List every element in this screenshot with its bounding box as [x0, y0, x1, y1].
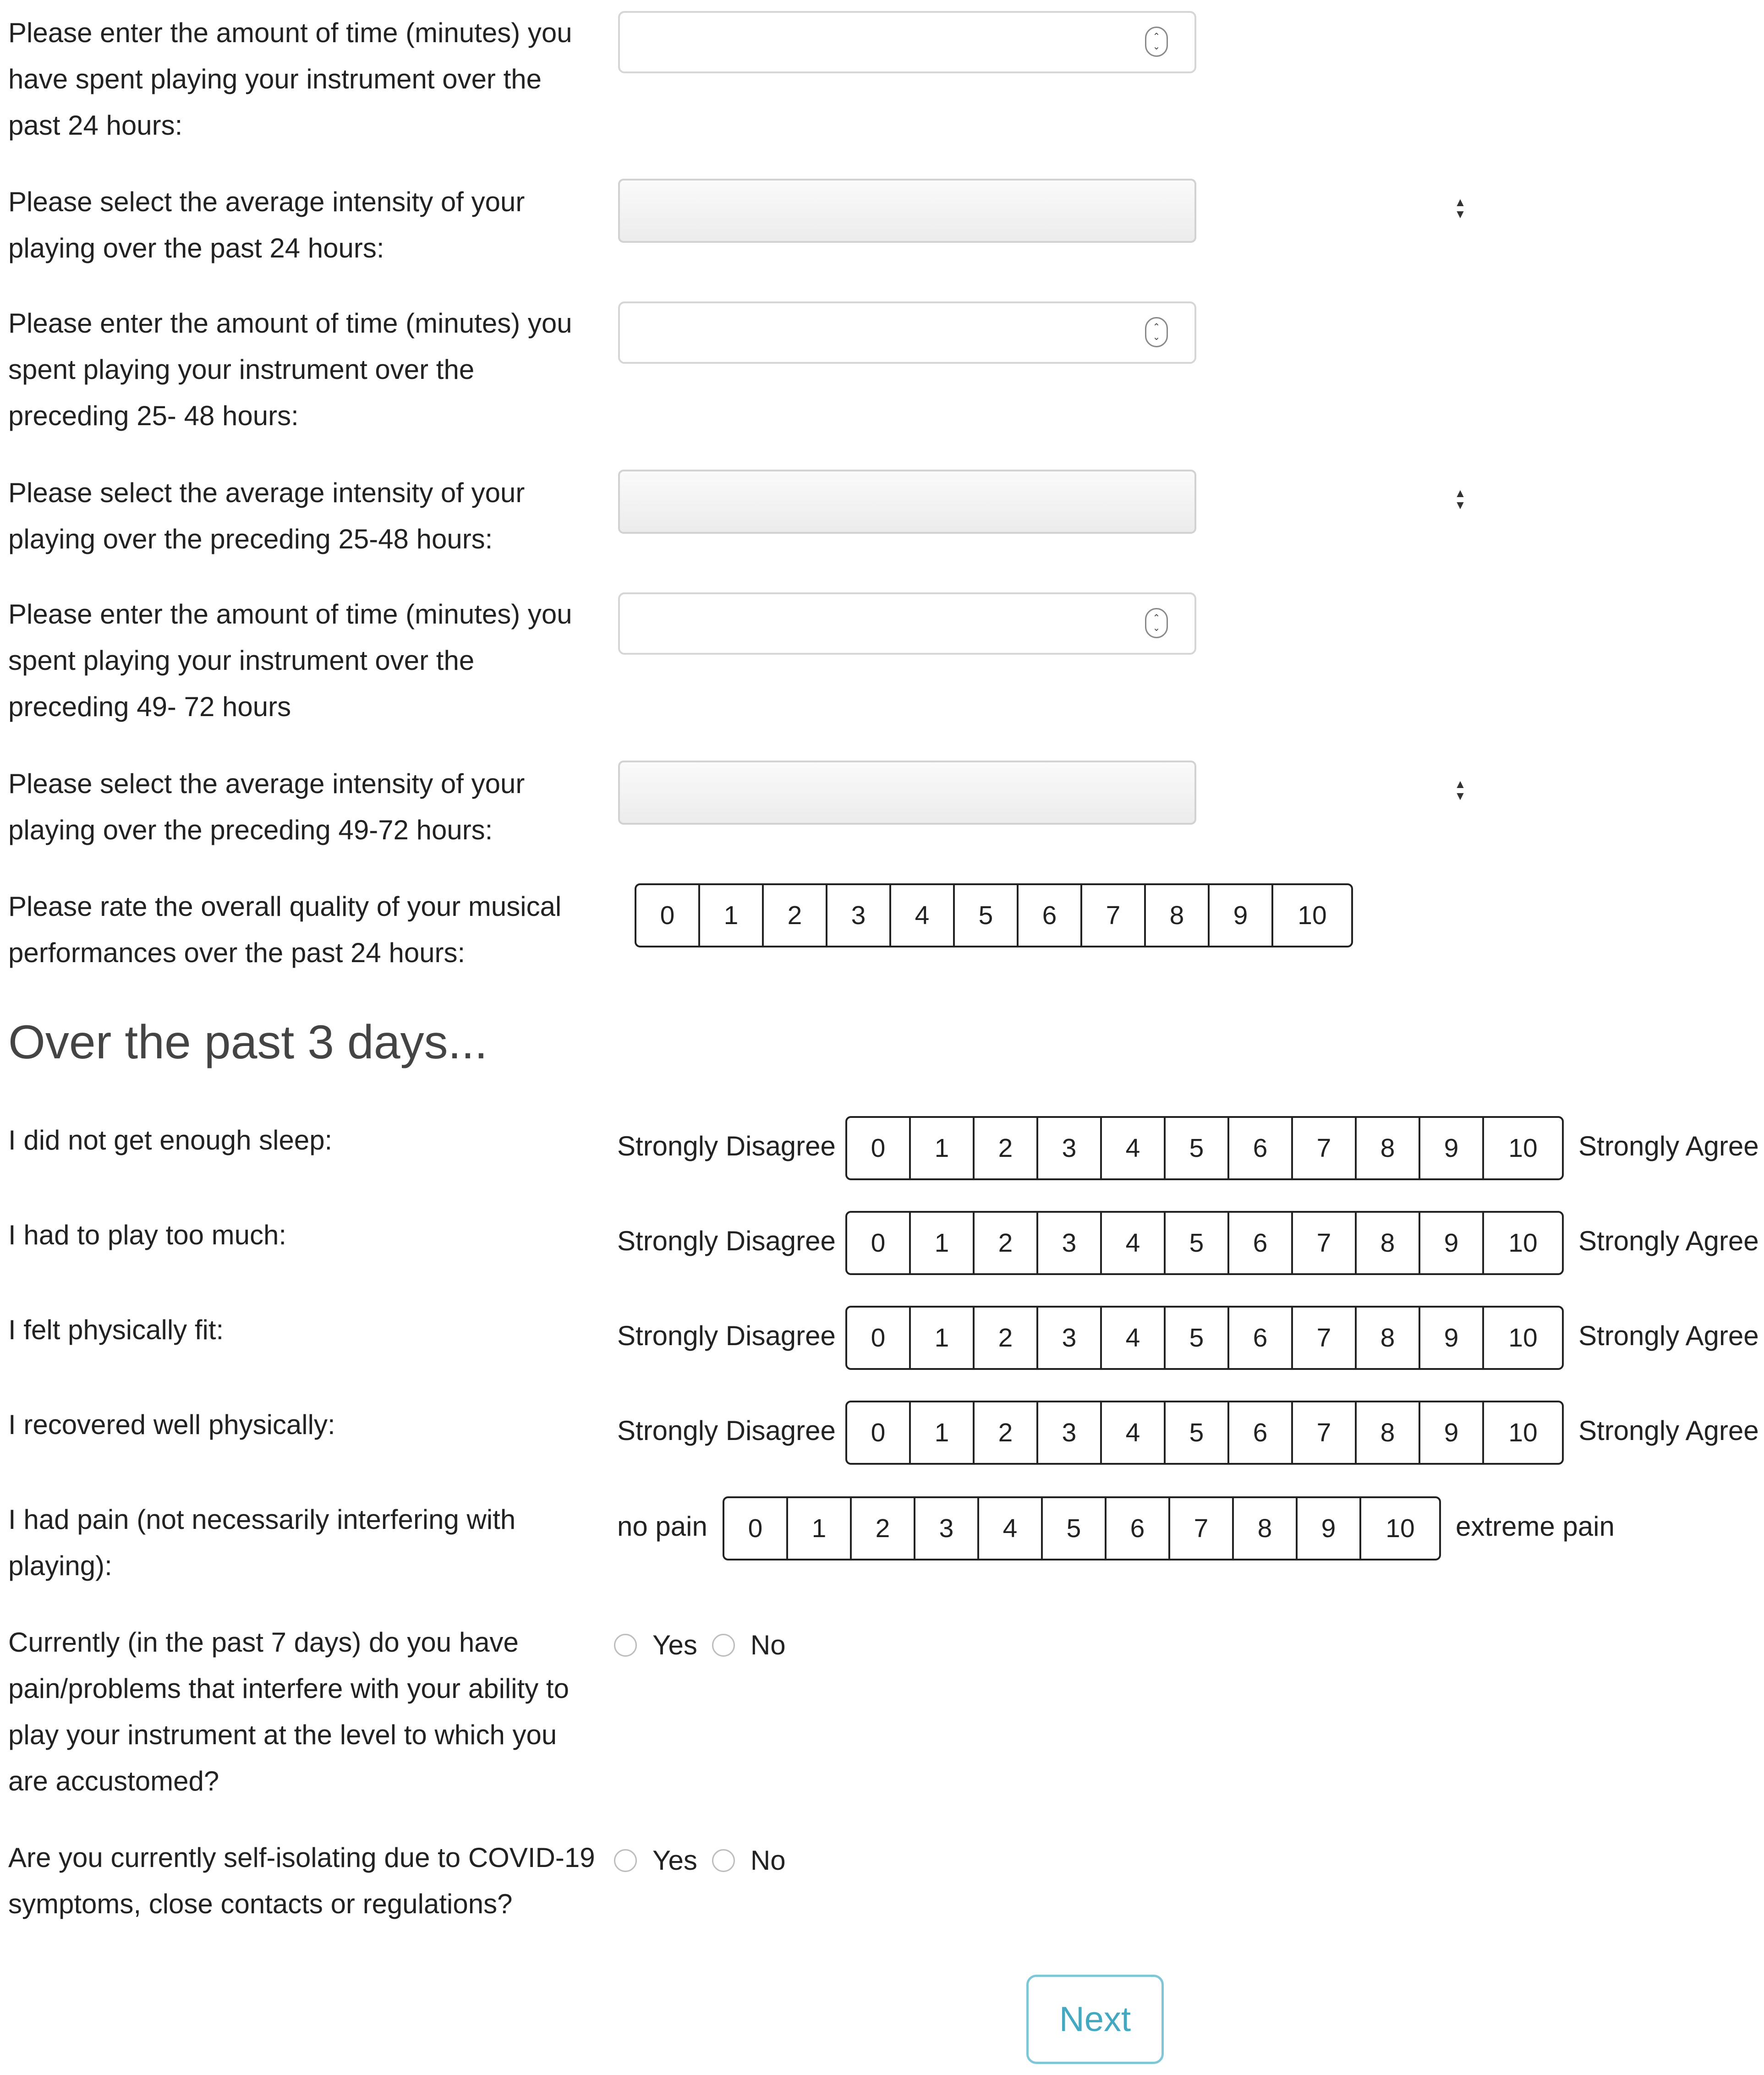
radio-yes[interactable]	[614, 1634, 637, 1657]
rating-option[interactable]: 9	[1210, 885, 1273, 946]
question-sleep: I did not get enough sleep:	[8, 1125, 333, 1155]
minutes-24-input[interactable]	[618, 11, 1196, 73]
rating-option[interactable]: 6	[1229, 1118, 1293, 1178]
question-intensity-24: Please select the average intensity of your playing over the past 24 hours:	[8, 186, 525, 263]
question-time-49-72: Please enter the amount of time (minutes) you spent playing your instrument over the preceding 49- 72 hours	[8, 599, 572, 722]
sleep-rating-scale	[845, 1116, 1564, 1180]
question-intensity-25-48: Please select the average intensity of your playing over the preceding 25-48 hours:	[8, 477, 525, 554]
pain-high-label: extreme pain	[1456, 1511, 1615, 1542]
rating-option[interactable]: 0	[847, 1118, 911, 1178]
pain-low-label: no pain	[617, 1511, 707, 1542]
rating-option[interactable]: 1	[911, 1118, 975, 1178]
intensity-24-select[interactable]	[618, 179, 1196, 243]
rating-option[interactable]: 10	[1386, 1514, 1415, 1543]
rating-option[interactable]: 2	[975, 1118, 1038, 1178]
rating-option[interactable]: 9	[1420, 1402, 1484, 1463]
play-too-much-rating-scale	[845, 1211, 1564, 1275]
rating-option[interactable]: 4	[1102, 1402, 1166, 1463]
quality-rating-scale	[635, 883, 1353, 947]
rating-option[interactable]: 2	[852, 1498, 915, 1559]
rating-option[interactable]: 10	[1508, 1228, 1538, 1258]
spinner-icon[interactable]: ⌃ ⌄	[1145, 27, 1168, 57]
rating-option[interactable]: 2	[975, 1213, 1038, 1273]
recovered-well-rating-scale	[845, 1401, 1564, 1465]
rating-option[interactable]: 0	[847, 1402, 911, 1463]
radio-no-label: No	[750, 1845, 786, 1876]
rating-option[interactable]: 6	[1107, 1498, 1170, 1559]
question-pain: I had pain (not necessarily interfering with playing):	[8, 1504, 516, 1581]
rating-option[interactable]: 7	[1293, 1308, 1357, 1368]
rating-option[interactable]: 6	[1229, 1402, 1293, 1463]
rating-option[interactable]: 7	[1293, 1213, 1357, 1273]
rating-option[interactable]: 8	[1234, 1498, 1298, 1559]
rating-option[interactable]: 3	[1038, 1402, 1102, 1463]
minutes-25-48-input[interactable]	[618, 301, 1196, 364]
question-time-25-48: Please enter the amount of time (minutes) you spent playing your instrument over the preceding 25- 48 hours:	[8, 308, 572, 431]
question-physically-fit: I felt physically fit:	[8, 1314, 224, 1345]
radio-no[interactable]	[712, 1849, 735, 1872]
radio-no[interactable]	[712, 1634, 735, 1657]
minutes-49-72-input[interactable]	[618, 592, 1196, 655]
radio-no-label: No	[750, 1630, 786, 1660]
question-pain-problems: Currently (in the past 7 days) do you have pain/problems that interfere with your ability to play your instrument at the level to which you are accustomed?	[8, 1627, 569, 1796]
scale-high-label: Strongly Agree	[1578, 1320, 1759, 1351]
rating-option[interactable]: 10	[1508, 1418, 1538, 1447]
pain-rating-scale	[723, 1496, 1441, 1560]
rating-option[interactable]: 5	[1166, 1402, 1229, 1463]
scale-low-label: Strongly Disagree	[617, 1131, 836, 1161]
scale-high-label: Strongly Agree	[1578, 1131, 1759, 1161]
radio-yes[interactable]	[614, 1849, 637, 1872]
rating-option[interactable]: 6	[1229, 1213, 1293, 1273]
rating-option[interactable]: 0	[636, 885, 700, 946]
radio-yes-label: Yes	[652, 1630, 697, 1660]
rating-option[interactable]: 6	[1019, 885, 1082, 946]
rating-option[interactable]: 8	[1357, 1213, 1420, 1273]
rating-option[interactable]: 5	[955, 885, 1019, 946]
intensity-25-48-select[interactable]	[618, 470, 1196, 534]
physically-fit-rating-scale	[845, 1306, 1564, 1370]
rating-option[interactable]: 8	[1357, 1402, 1420, 1463]
rating-option[interactable]: 1	[911, 1308, 975, 1368]
question-time-24: Please enter the amount of time (minutes) you have spent playing your instrument over the past 24 hours:	[8, 17, 572, 141]
rating-option[interactable]: 4	[1102, 1213, 1166, 1273]
rating-option[interactable]: 3	[1038, 1213, 1102, 1273]
rating-option[interactable]: 7	[1293, 1402, 1357, 1463]
intensity-49-72-select[interactable]	[618, 761, 1196, 825]
rating-option[interactable]: 3	[915, 1498, 979, 1559]
scale-low-label: Strongly Disagree	[617, 1415, 836, 1446]
question-intensity-49-72: Please select the average intensity of your playing over the preceding 49-72 hours:	[8, 768, 525, 845]
select-arrows-icon: ▲ ▼	[1454, 486, 1466, 512]
rating-option[interactable]: 9	[1420, 1308, 1484, 1368]
rating-option[interactable]: 0	[847, 1213, 911, 1273]
rating-option[interactable]: 8	[1146, 885, 1210, 946]
rating-option[interactable]: 1	[911, 1213, 975, 1273]
scale-high-label: Strongly Agree	[1578, 1226, 1759, 1256]
rating-option[interactable]: 7	[1293, 1118, 1357, 1178]
rating-option[interactable]: 7	[1170, 1498, 1234, 1559]
rating-option[interactable]: 10	[1508, 1323, 1538, 1352]
select-arrows-icon: ▲ ▼	[1454, 777, 1466, 803]
rating-option[interactable]: 1	[700, 885, 764, 946]
radio-yes-label: Yes	[652, 1845, 697, 1876]
rating-option[interactable]: 0	[724, 1498, 788, 1559]
scale-low-label: Strongly Disagree	[617, 1226, 836, 1256]
rating-option[interactable]: 10	[1508, 1133, 1538, 1163]
rating-option[interactable]: 1	[788, 1498, 852, 1559]
spinner-icon[interactable]: ⌃ ⌄	[1145, 608, 1168, 638]
rating-option[interactable]: 4	[891, 885, 955, 946]
rating-option[interactable]: 4	[1102, 1118, 1166, 1178]
rating-option[interactable]: 8	[1357, 1118, 1420, 1178]
question-recovered-well: I recovered well physically:	[8, 1409, 335, 1440]
rating-option[interactable]: 5	[1166, 1308, 1229, 1368]
rating-option[interactable]: 2	[975, 1308, 1038, 1368]
spinner-icon[interactable]: ⌃ ⌄	[1145, 317, 1168, 347]
self-isolating-radio-group	[614, 1845, 800, 1876]
rating-option[interactable]: 7	[1082, 885, 1146, 946]
rating-option[interactable]: 4	[1102, 1308, 1166, 1368]
rating-option[interactable]: 4	[979, 1498, 1043, 1559]
rating-option[interactable]: 1	[911, 1402, 975, 1463]
rating-option[interactable]: 9	[1420, 1213, 1484, 1273]
rating-option[interactable]: 5	[1166, 1213, 1229, 1273]
rating-option[interactable]: 9	[1420, 1118, 1484, 1178]
rating-option[interactable]: 9	[1298, 1498, 1361, 1559]
question-play-too-much: I had to play too much:	[8, 1220, 287, 1250]
rating-option[interactable]: 2	[975, 1402, 1038, 1463]
scale-low-label: Strongly Disagree	[617, 1320, 836, 1351]
rating-option[interactable]: 0	[847, 1308, 911, 1368]
question-self-isolating: Are you currently self-isolating due to COVID-19 symptoms, close contacts or regulations?	[8, 1842, 595, 1919]
next-button[interactable]: Next	[1026, 1975, 1164, 2064]
rating-option[interactable]: 3	[827, 885, 891, 946]
rating-option[interactable]: 2	[764, 885, 827, 946]
pain-problems-radio-group	[614, 1629, 800, 1661]
rating-option[interactable]: 8	[1357, 1308, 1420, 1368]
scale-high-label: Strongly Agree	[1578, 1415, 1759, 1446]
rating-option[interactable]: 10	[1298, 901, 1327, 930]
section-title: Over the past 3 days...	[8, 1016, 488, 1069]
rating-option[interactable]: 6	[1229, 1308, 1293, 1368]
rating-option[interactable]: 5	[1043, 1498, 1107, 1559]
rating-option[interactable]: 3	[1038, 1118, 1102, 1178]
question-quality-24: Please rate the overall quality of your musical performances over the past 24 hours:	[8, 891, 562, 968]
rating-option[interactable]: 3	[1038, 1308, 1102, 1368]
select-arrows-icon: ▲ ▼	[1454, 195, 1466, 221]
rating-option[interactable]: 5	[1166, 1118, 1229, 1178]
